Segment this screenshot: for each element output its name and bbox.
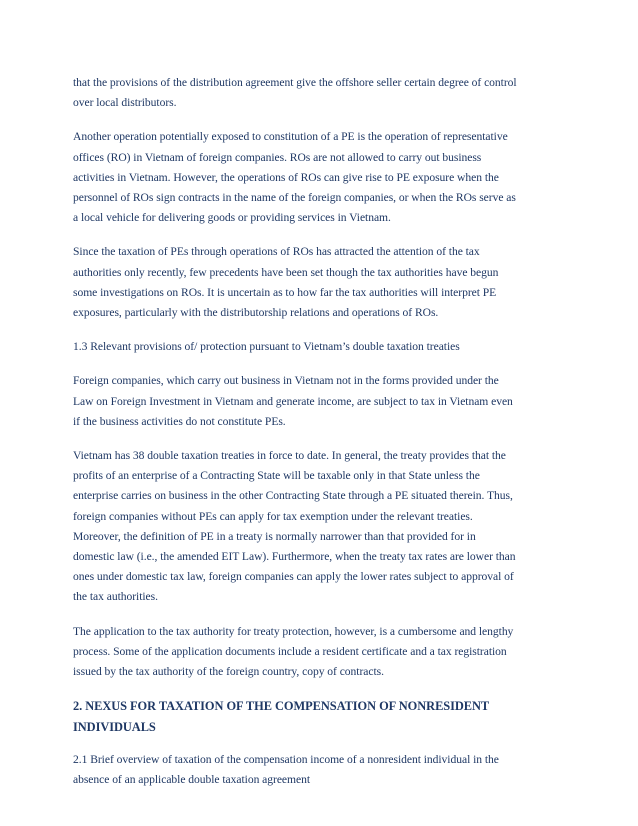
paragraph-representative-offices xyxy=(73,127,565,228)
text-line: absence of an applicable double taxation agreement xyxy=(73,773,310,787)
text-line: Law on Foreign Investment in Vietnam and generate income, are subject to tax in Vietnam even xyxy=(73,394,513,408)
text-line: that the provisions of the distribution agreement give the offshore seller certain degree of control xyxy=(73,76,517,89)
text-line: a local vehicle for delivering goods or providing services in Vietnam. xyxy=(73,211,391,225)
paragraph-double-taxation-treaties xyxy=(73,446,565,608)
document-body xyxy=(73,73,565,805)
text-line: personnel of ROs sign contracts in the name of the foreign companies, or when the ROs serve as xyxy=(73,191,516,205)
text-line: if the business activities do not constitute PEs. xyxy=(73,414,286,428)
text-line: Vietnam has 38 double taxation treaties in force to date. In general, the treaty provides that the xyxy=(73,449,506,463)
heading-line: INDIVIDUALS xyxy=(73,720,156,735)
heading-line: 2. NEXUS FOR TAXATION OF THE COMPENSATION OF NONRESIDENT xyxy=(73,699,490,714)
text-line: offices (RO) in Vietnam of foreign companies. ROs are not allowed to carry out business xyxy=(73,150,482,164)
text-line: 2.1 Brief overview of taxation of the compensation income of a nonresident individual in the xyxy=(73,753,499,767)
paragraph-pe-taxation xyxy=(73,242,565,323)
text-line: issued by the tax authority of the foreign country, copy of contracts. xyxy=(73,665,384,679)
text-line: Another operation potentially exposed to constitution of a PE is the operation of representative xyxy=(73,130,508,144)
text-line: Since the taxation of PEs through operations of ROs has attracted the attention of the tax xyxy=(73,245,480,259)
subsection-title-2-1 xyxy=(73,750,565,790)
paragraph-treaty-application xyxy=(73,622,565,683)
text-line: the tax authorities. xyxy=(73,590,158,604)
text-line: process. Some of the application documents include a resident certificate and a tax registration xyxy=(73,644,507,658)
text-line: exposures, particularly with the distributorship relations and operations of ROs. xyxy=(73,306,439,320)
paragraph-distribution-agreement xyxy=(73,73,565,113)
text-line: Moreover, the definition of PE in a treaty is normally narrower than that provided for in xyxy=(73,529,476,543)
text-line: profits of an enterprise of a Contracting State will be taxable only in that State unless the xyxy=(73,469,480,483)
text-line: 1.3 Relevant provisions of/ protection pursuant to Vietnam’s double taxation treaties xyxy=(73,340,460,354)
text-line: domestic law (i.e., the amended EIT Law). Furthermore, when the treaty tax rates are lower than xyxy=(73,550,516,564)
text-line: Foreign companies, which carry out business in Vietnam not in the forms provided under the xyxy=(73,374,499,388)
text-line: authorities only recently, few precedents have been set though the tax authorities have begun xyxy=(73,265,499,279)
paragraph-foreign-companies xyxy=(73,371,565,432)
text-line: over local distributors. xyxy=(73,96,177,110)
text-line: enterprise carries on business in the other Contracting State through a PE situated therein. Thus, xyxy=(73,489,513,503)
text-line: foreign companies without PEs can apply for tax exemption under the relevant treaties. xyxy=(73,509,473,523)
text-line: some investigations on ROs. It is uncertain as to how far the tax authorities will interpret PE xyxy=(73,285,497,299)
section-title-1-3 xyxy=(73,337,565,357)
text-line: ones under domestic tax law, foreign companies can apply the lower rates subject to approval of xyxy=(73,570,514,584)
text-line: The application to the tax authority for treaty protection, however, is a cumbersome and lengthy xyxy=(73,624,514,638)
section-heading-2 xyxy=(73,696,565,738)
text-line: activities in Vietnam. However, the operations of ROs can give rise to PE exposure when the xyxy=(73,170,499,184)
